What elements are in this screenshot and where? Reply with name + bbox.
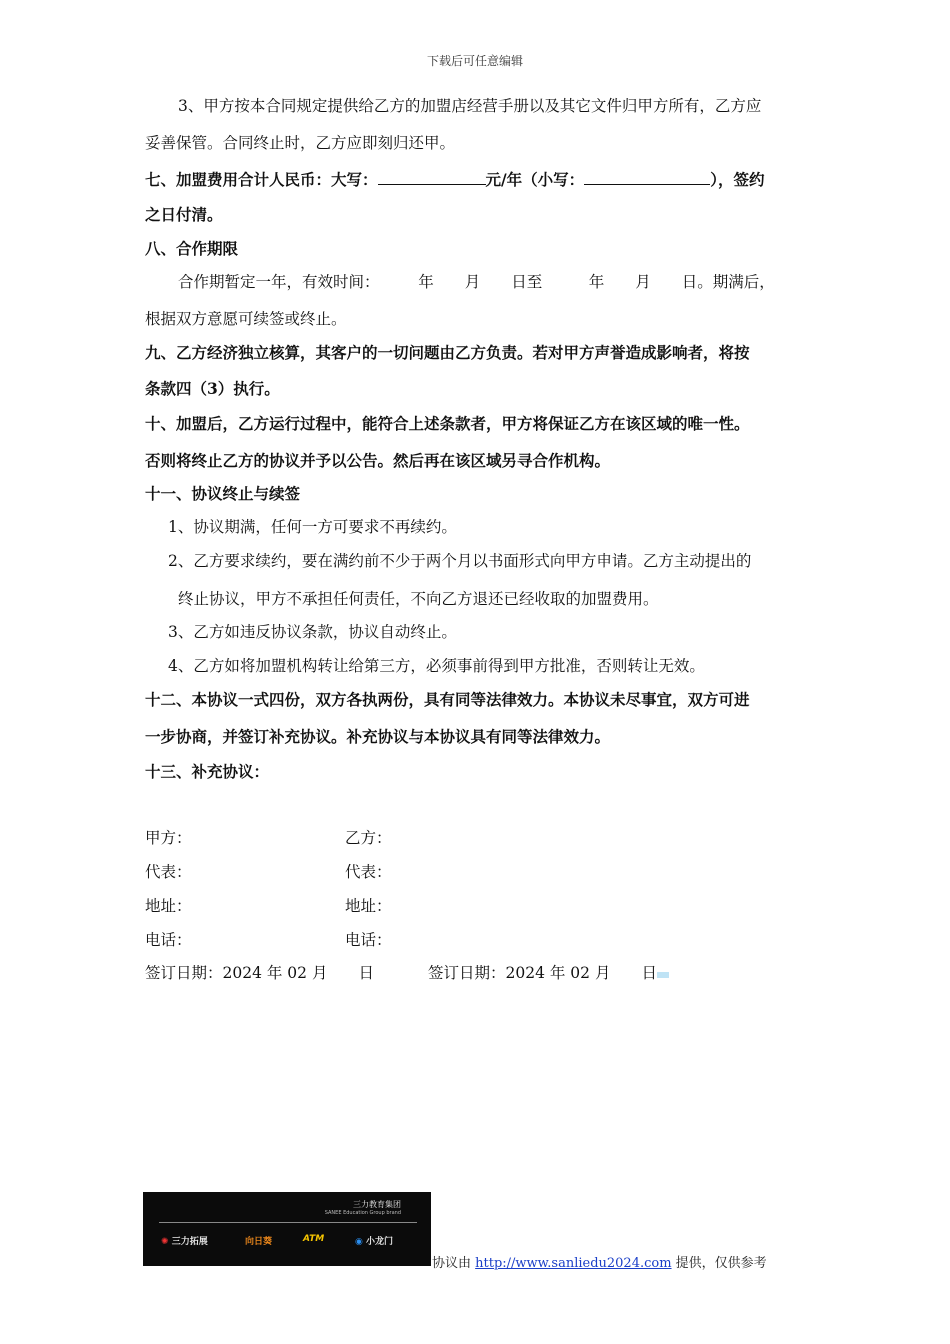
highlight-mark [657, 972, 669, 978]
section-7-line1 [145, 168, 764, 190]
section-7-post: ），签约 [710, 170, 765, 189]
tel-a-label: 电话： [145, 931, 192, 949]
section-8-line2: 根据双方意愿可续签或终止。 [145, 310, 347, 328]
fee-number-blank [584, 168, 710, 185]
brand-logo-banner [143, 1192, 431, 1266]
sign-date-b [428, 963, 669, 983]
section-11-item-2-line1: 2、乙方要求续约，要在满约前不少于两个月以书面形式向甲方申请。乙方主动提出的 [168, 552, 752, 570]
section-10-line2: 否则将终止乙方的协议并予以公告。然后再在该区域另寻合作机构。 [145, 451, 611, 470]
clause-3-line2: 妥善保管。合同终止时，乙方应即刻归还甲。 [145, 134, 456, 152]
party-b-label: 乙方： [345, 829, 392, 847]
logo-divider [159, 1222, 417, 1223]
address-a-label: 地址： [145, 897, 192, 915]
address-b-label: 地址： [345, 897, 392, 915]
logo-item-sunflower: 向日葵 [245, 1237, 273, 1247]
section-11-item-2-line2: 终止协议，甲方不承担任何责任，不向乙方退还已经收取的加盟费用。 [178, 590, 659, 608]
section-11-item-4: 4、乙方如将加盟机构转让给第三方，必须事前得到甲方批准，否则转让无效。 [168, 657, 705, 675]
section-7-pre: 七、加盟费用合计人民币：大写： [145, 170, 378, 189]
footer-pre: 协议由 [432, 1256, 476, 1271]
section-12-line2: 一步协商，并签订补充协议。补充协议与本协议具有同等法律效力。 [145, 727, 611, 746]
sign-date-b-text: 签订日期：2024 年 02 月 日 [428, 964, 657, 982]
clause-3-line1: 3、甲方按本合同规定提供给乙方的加盟店经营手册以及其它文件归甲方所有，乙方应 [178, 97, 762, 115]
section-7-mid: 元/年（小写： [485, 170, 585, 189]
logo-item-atm: ATM [303, 1234, 325, 1244]
section-9-line2: 条款四（3）执行。 [145, 379, 280, 398]
logo-brand-name: 三力教育集团 [353, 1200, 401, 1209]
footer-link[interactable]: http://www.sanliedu2024.com [475, 1256, 672, 1271]
logo-item-longmen: ◉ 小龙门 [355, 1237, 394, 1247]
section-13-heading: 十三、补充协议： [145, 762, 270, 781]
page-header: 下载后可任意编辑 [426, 54, 523, 68]
rep-b-label: 代表： [345, 863, 392, 881]
section-11-item-3: 3、乙方如违反协议条款，协议自动终止。 [168, 623, 457, 641]
section-9-line1: 九、乙方经济独立核算，其客户的一切问题由乙方负责。若对甲方声誉造成影响者，将按 [145, 343, 750, 362]
section-8-heading: 八、合作期限 [145, 239, 239, 258]
section-11-item-1: 1、协议期满，任何一方可要求不再续约。 [168, 518, 457, 536]
section-10-line1: 十、加盟后，乙方运行过程中，能符合上述条款者，甲方将保证乙方在该区域的唯一性。 [145, 414, 750, 433]
logo-brand-en: SANEE Education Group brand [324, 1210, 401, 1216]
section-11-heading: 十一、协议终止与续签 [145, 484, 301, 503]
tel-b-label: 电话： [345, 931, 392, 949]
fee-capital-blank [378, 168, 486, 185]
section-8-line1: 合作期暂定一年，有效时间： 年 月 日至 年 月 日。期满后， [178, 273, 775, 291]
footer-note [432, 1252, 767, 1271]
section-12-line1: 十二、本协议一式四份，双方各执两份，具有同等法律效力。本协议未尽事宜，双方可进 [145, 690, 750, 709]
section-7-line2: 之日付清。 [145, 205, 223, 224]
rep-a-label: 代表： [145, 863, 192, 881]
sign-date-a: 签订日期：2024 年 02 月 日 [145, 964, 374, 982]
party-a-label: 甲方： [145, 829, 192, 847]
logo-item-sanli: ✺ 三力拓展 [161, 1237, 208, 1247]
footer-post: 提供，仅供参考 [671, 1256, 767, 1271]
